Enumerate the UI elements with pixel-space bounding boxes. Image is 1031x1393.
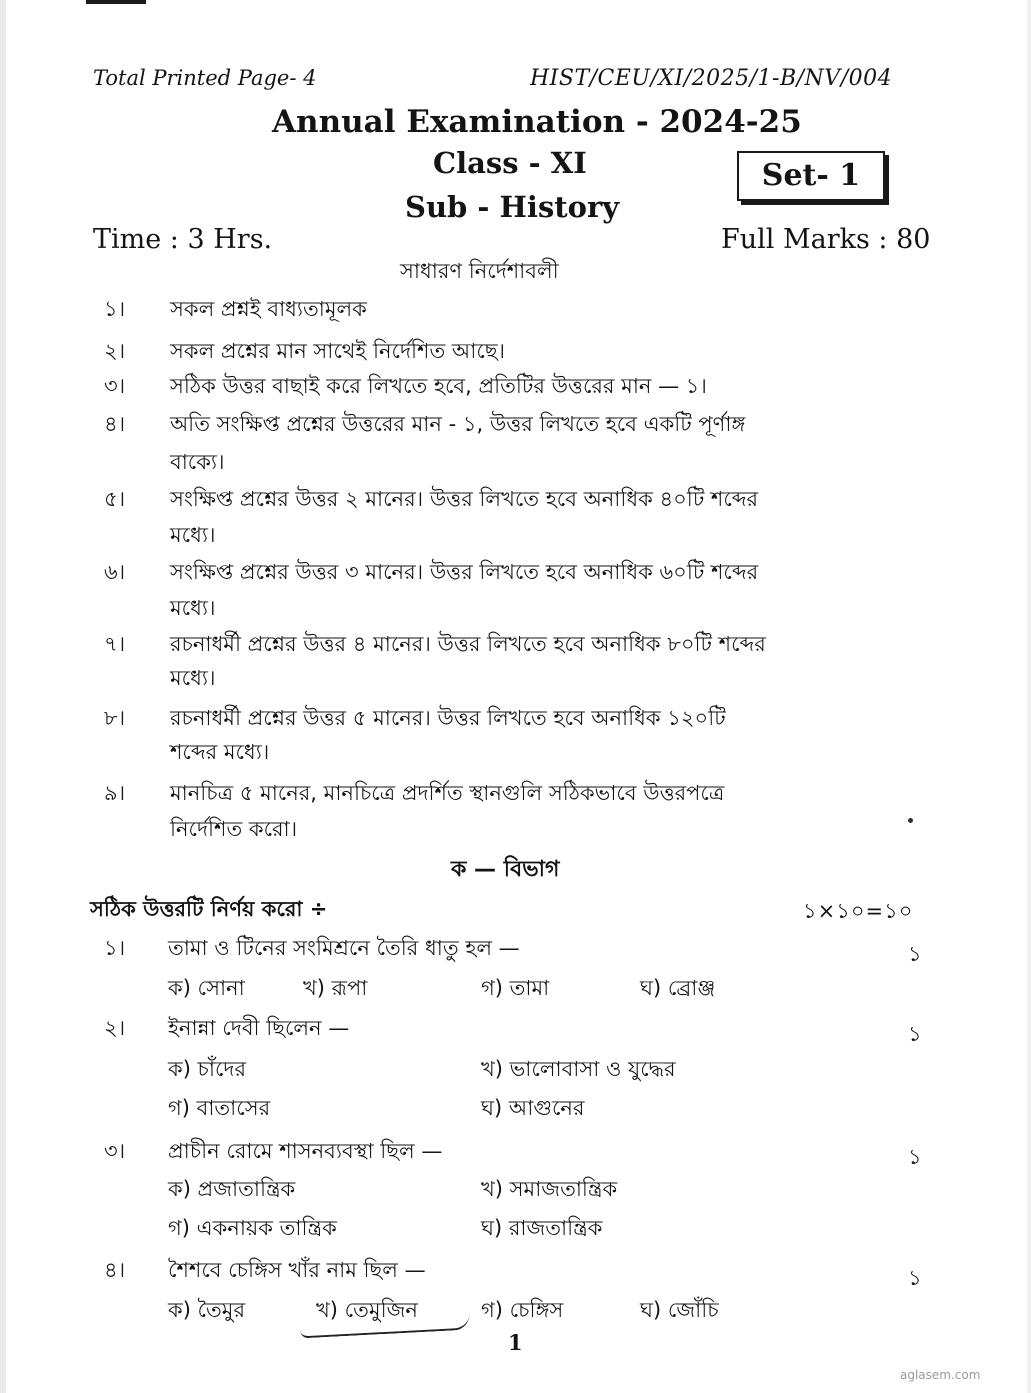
scan-mark	[86, 0, 146, 4]
instruction-number: ৫।	[104, 487, 126, 511]
instruction-line: মানচিত্র ৫ মানের, মানচিত্রে প্রদর্শিত স্থানগুলি সঠিকভাবে উত্তরপত্রে	[170, 781, 725, 805]
instruction-number: ৭।	[104, 632, 126, 656]
instruction-line: সংক্ষিপ্ত প্রশ্নের উত্তর ৩ মানের। উত্তর লিখতে হবে অনাধিক ৬০টি শব্দের	[170, 560, 759, 584]
total-printed-pages: Total Printed Page- 4	[93, 66, 317, 90]
instruction-number: ৮।	[104, 706, 126, 730]
option-gha: ঘ) আগুনের	[481, 1096, 585, 1120]
exam-subject: Sub - History	[405, 190, 620, 224]
instructions-title: সাধারণ নির্দেশাবলী	[400, 259, 559, 283]
instruction-number: ৯।	[104, 781, 126, 805]
option-gha: ঘ) ব্রোঞ্জ	[640, 976, 716, 1000]
option-kha: খ) সমাজতান্ত্রিক	[481, 1177, 618, 1201]
instruction-line: রচনাধর্মী প্রশ্নের উত্তর ৪ মানের। উত্তর লিখতে হবে অনাধিক ৮০টি শব্দের	[170, 632, 766, 656]
paper-code: HIST/CEU/XI/2025/1-B/NV/004	[530, 66, 893, 91]
question-text: তামা ও টিনের সংমিশ্রনে তৈরি ধাতু হল —	[168, 936, 520, 960]
scan-edge-left	[0, 0, 6, 1393]
page-number: 1	[508, 1330, 523, 1355]
instruction-line: রচনাধর্মী প্রশ্নের উত্তর ৫ মানের। উত্তর লিখতে হবে অনাধিক ১২০টি	[170, 706, 726, 730]
section-title: ক — বিভাগ	[451, 857, 560, 882]
section-instruction: সঠিক উত্তরটি নির্ণয় করো ÷	[90, 897, 328, 921]
exam-title: Annual Examination - 2024-25	[272, 104, 802, 140]
question-mark: ১	[908, 942, 922, 966]
option-ga: গ) বাতাসের	[168, 1096, 271, 1120]
question-number: ২।	[104, 1016, 126, 1040]
option-gha: ঘ) জোঁচি	[640, 1298, 719, 1322]
option-kha: খ) ভালোবাসা ও যুদ্ধের	[481, 1057, 676, 1081]
scan-edge-right	[1027, 0, 1031, 1393]
instruction-line: শব্দের মধ্যে।	[170, 740, 270, 764]
instruction-line: সকল প্রশ্নের মান সাথেই নির্দেশিত আছে।	[170, 339, 506, 363]
option-ka: ক) সোনা	[168, 976, 245, 1000]
instruction-line: সকল প্রশ্নই বাধ্যতামূলক	[170, 297, 367, 321]
question-number: ৩।	[104, 1139, 126, 1163]
section-marking: ১×১০=১০	[803, 899, 914, 923]
option-kha: খ) রূপা	[303, 976, 368, 1000]
full-marks: Full Marks : 80	[721, 224, 931, 255]
question-number: ৪।	[104, 1258, 126, 1282]
instruction-line: মধ্যে।	[170, 596, 216, 620]
question-text: শৈশবে চেঙ্গিস খাঁর নাম ছিল —	[168, 1258, 426, 1282]
instruction-line: নির্দেশিত করো।	[170, 817, 298, 841]
option-ka: ক) চাঁদের	[168, 1057, 247, 1081]
option-ga: গ) চেঙ্গিস	[481, 1298, 564, 1322]
exam-class: Class - XI	[433, 146, 587, 180]
option-kha: খ) তেমুজিন	[316, 1298, 418, 1322]
question-mark: ১	[908, 1266, 922, 1290]
option-ka: ক) প্রজাতান্ত্রিক	[168, 1177, 296, 1201]
instruction-number: ৪।	[104, 412, 126, 436]
question-text: ইনান্না দেবী ছিলেন —	[168, 1016, 350, 1040]
exam-time: Time : 3 Hrs.	[93, 224, 273, 255]
set-box: Set- 1	[737, 151, 885, 201]
instruction-number: ১।	[104, 297, 126, 321]
instruction-line: বাক্যে।	[170, 450, 225, 474]
instruction-number: ২।	[104, 339, 126, 363]
instruction-line: মধ্যে।	[170, 523, 216, 547]
question-text: প্রাচীন রোমে শাসনব্যবস্থা ছিল —	[168, 1139, 443, 1163]
instruction-number: ৩।	[104, 374, 126, 398]
question-mark: ১	[908, 1145, 922, 1169]
instruction-line: সঠিক উত্তর বাছাই করে লিখতে হবে, প্রতিটির উত্তরের মান — ১।	[170, 374, 707, 398]
instruction-line: অতি সংক্ষিপ্ত প্রশ্নের উত্তরের মান - ১, উত্তর লিখতে হবে একটি পূর্ণাঙ্গ	[170, 412, 746, 436]
instruction-number: ৬।	[104, 560, 126, 584]
option-ga: গ) তামা	[481, 976, 550, 1000]
question-mark: ১	[908, 1022, 922, 1046]
question-number: ১।	[104, 936, 126, 960]
instruction-line: সংক্ষিপ্ত প্রশ্নের উত্তর ২ মানের। উত্তর লিখতে হবে অনাধিক ৪০টি শব্দের	[170, 487, 759, 511]
option-ka: ক) তৈমুর	[168, 1298, 246, 1322]
option-ga: গ) একনায়ক তান্ত্রিক	[168, 1216, 337, 1240]
watermark: aglasem.com	[900, 1368, 981, 1382]
option-gha: ঘ) রাজতান্ত্রিক	[481, 1216, 603, 1240]
instruction-line: মধ্যে।	[170, 666, 216, 690]
